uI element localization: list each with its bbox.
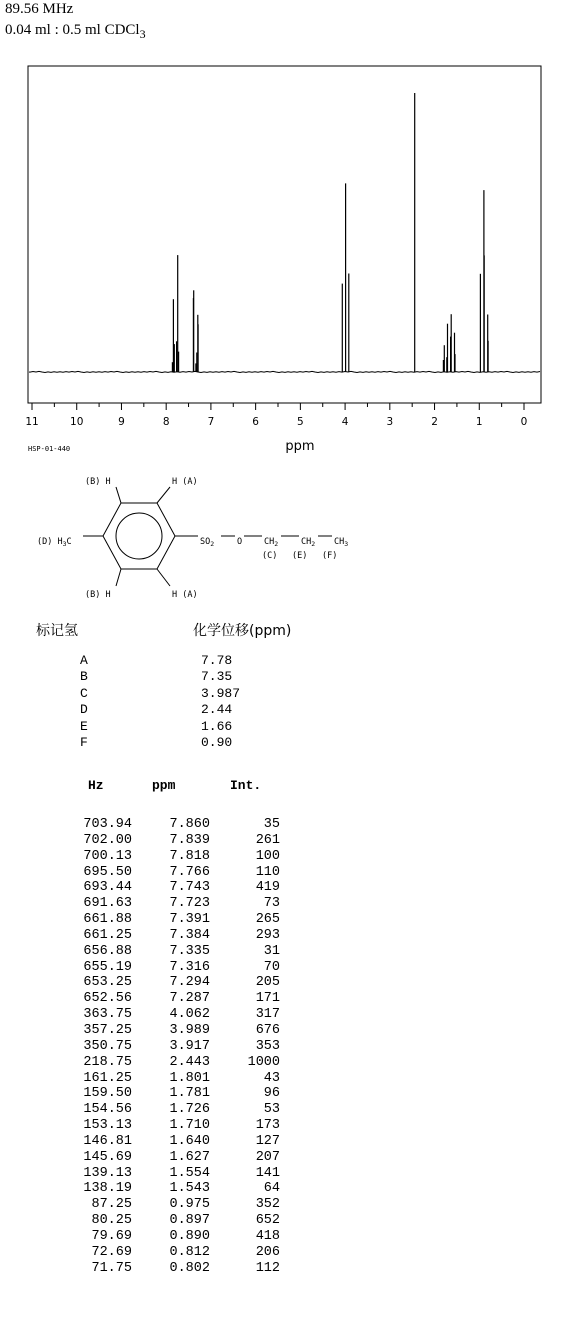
peak-row (72, 1197, 280, 1213)
peak-ppm: 7.743 (169, 880, 210, 896)
peak-row (72, 1102, 280, 1118)
peak-hz: 154.56 (83, 1102, 132, 1118)
peak-int: 265 (255, 912, 280, 928)
x-tick-label: 3 (386, 416, 394, 428)
peak-ppm: 7.391 (169, 912, 210, 928)
peak-ppm: 3.989 (169, 1022, 210, 1038)
peak-hz: 79.69 (91, 1228, 132, 1244)
x-tick-label: 11 (25, 416, 39, 428)
shift-row (80, 669, 240, 685)
peak-hz: 71.75 (91, 1260, 132, 1276)
peak-row (72, 1118, 280, 1134)
peak-row (72, 944, 280, 960)
label-e-tag: (E) (292, 551, 308, 561)
peak-row (72, 880, 280, 896)
peak-row (72, 896, 280, 912)
peak-int: 110 (255, 864, 280, 880)
molecule-structure (0, 470, 570, 610)
peak-ppm: 1.801 (169, 1070, 210, 1086)
peak-hz: 691.63 (83, 896, 132, 912)
x-tick-label: 10 (70, 416, 84, 428)
header-ppm: ppm (152, 778, 176, 793)
peak-hz: 138.19 (83, 1181, 132, 1197)
peak-hz: 350.75 (83, 1038, 132, 1054)
peak-hz: 655.19 (83, 959, 132, 975)
peak-int: 100 (255, 848, 280, 864)
sample-text: 0.04 ml : 0.5 ml CDCl (5, 22, 140, 38)
peak-ppm: 7.766 (169, 864, 210, 880)
shift-row (80, 719, 240, 735)
peak-int: 35 (263, 817, 280, 832)
shift-label: E (80, 718, 88, 734)
peak-ppm: 1.710 (169, 1118, 210, 1134)
peak-row (72, 1213, 280, 1229)
peak-int: 96 (263, 1086, 280, 1102)
shift-row (80, 735, 240, 751)
shift-label: A (80, 653, 88, 668)
spectrum-peaks (172, 93, 488, 372)
peak-int: 207 (255, 1149, 280, 1165)
sample-subscript: 3 (139, 27, 146, 41)
peak-hz: 87.25 (91, 1197, 132, 1213)
peak-row (72, 1071, 280, 1087)
peak-ppm: 2.443 (169, 1054, 210, 1070)
peak-ppm: 7.818 (169, 848, 210, 864)
peak-ppm: 3.917 (169, 1038, 210, 1054)
shift-row (80, 653, 240, 669)
plot-frame (28, 66, 541, 403)
peak-hz: 656.88 (83, 943, 132, 959)
peak-row (72, 1023, 280, 1039)
peak-hz: 702.00 (83, 832, 132, 848)
label-ch3-f: $CH_3$ (334, 537, 349, 548)
x-tick-label: 7 (207, 416, 215, 428)
peak-row (72, 865, 280, 881)
peak-row (72, 912, 280, 928)
label-ha-bottom: H (A) (172, 590, 198, 600)
label-ch2-c: $CH_2$ (264, 537, 279, 548)
peak-hz: 661.88 (83, 912, 132, 928)
peak-ppm: 0.975 (169, 1197, 210, 1213)
peak-hz: 159.50 (83, 1086, 132, 1102)
peak-hz: 661.25 (83, 927, 132, 943)
peak-int: 205 (255, 975, 280, 991)
shift-label: F (80, 735, 88, 751)
peak-int: 676 (255, 1022, 280, 1038)
peak-row (72, 1229, 280, 1245)
peak-int: 173 (255, 1118, 280, 1134)
peak-ppm: 7.723 (169, 896, 210, 912)
peak-row (72, 928, 280, 944)
header-int: Int. (230, 778, 262, 793)
peak-row (72, 1245, 280, 1261)
spectrum-baseline (29, 371, 540, 372)
peak-hz: 153.13 (83, 1118, 132, 1134)
shift-value: 7.35 (201, 669, 233, 685)
peak-hz: 80.25 (91, 1213, 132, 1229)
peak-int: 352 (255, 1197, 280, 1213)
peak-int: 43 (263, 1070, 280, 1086)
peak-row (72, 991, 280, 1007)
peak-int: 1000 (247, 1054, 280, 1070)
x-tick-label: 0 (520, 416, 528, 428)
peak-ppm: 7.384 (169, 927, 210, 943)
peak-hz: 363.75 (83, 1007, 132, 1023)
peak-int: 141 (255, 1165, 280, 1181)
peak-hz: 357.25 (83, 1022, 132, 1038)
peak-int: 206 (255, 1244, 280, 1260)
x-tick-label: 5 (297, 416, 304, 428)
shift-header-hydrogen: 标记氢 (36, 623, 78, 639)
peak-hz: 693.44 (83, 880, 132, 896)
peak-int: 53 (263, 1102, 280, 1118)
shift-value: 7.78 (201, 653, 233, 668)
label-d-methyl: (D) $H_3C$ (37, 537, 72, 548)
peak-int: 317 (255, 1007, 280, 1023)
peak-hz: 218.75 (83, 1054, 132, 1070)
peak-int: 64 (263, 1181, 280, 1197)
header-hz: Hz (88, 778, 104, 793)
x-tick-label: 4 (341, 416, 349, 428)
shift-label: D (80, 702, 88, 718)
shift-label: C (80, 685, 88, 701)
peak-hz: 145.69 (83, 1149, 132, 1165)
peak-row (72, 833, 280, 849)
peak-ppm: 7.860 (169, 817, 210, 832)
peak-int: 261 (255, 832, 280, 848)
label-ha-top: H (A) (172, 477, 198, 487)
spectrometer-frequency: 89.56 MHz (5, 1, 74, 17)
peak-ppm: 1.543 (169, 1181, 210, 1197)
peak-row (72, 1007, 280, 1023)
peak-int: 293 (255, 927, 280, 943)
peak-hz: 146.81 (83, 1133, 132, 1149)
peak-table (72, 817, 280, 1276)
peak-hz: 652.56 (83, 991, 132, 1007)
peak-int: 652 (255, 1213, 280, 1229)
peak-ppm: 7.294 (169, 975, 210, 991)
shift-row (80, 686, 240, 702)
x-tick-label: 2 (431, 416, 438, 428)
shift-value: 1.66 (201, 718, 233, 734)
shift-value: 0.90 (201, 735, 233, 751)
peak-int: 419 (255, 880, 280, 896)
peak-hz: 700.13 (83, 848, 132, 864)
peak-ppm: 1.554 (169, 1165, 210, 1181)
peak-row (72, 1181, 280, 1197)
peak-int: 31 (263, 943, 280, 959)
peak-ppm: 7.839 (169, 832, 210, 848)
shift-label: B (80, 669, 88, 685)
peak-ppm: 0.890 (169, 1228, 210, 1244)
peak-row (72, 1134, 280, 1150)
label-c-tag: (C) (262, 551, 278, 561)
peak-ppm: 0.897 (169, 1213, 210, 1229)
peak-hz: 72.69 (91, 1244, 132, 1260)
peak-hz: 139.13 (83, 1165, 132, 1181)
peak-ppm: 1.627 (169, 1149, 210, 1165)
peak-int: 73 (263, 896, 280, 912)
peak-hz: 653.25 (83, 975, 132, 991)
peak-int: 70 (263, 959, 280, 975)
shift-value: 2.44 (201, 702, 233, 718)
x-axis-label: ppm (285, 439, 315, 454)
peak-row (72, 1055, 280, 1071)
peak-ppm: 7.316 (169, 959, 210, 975)
label-ch2-e: $CH_2$ (301, 537, 316, 548)
shift-row (80, 702, 240, 718)
shift-value: 3.987 (201, 685, 241, 701)
spectrum-code: HSP-01-440 (28, 445, 71, 453)
peak-int: 127 (255, 1133, 280, 1149)
label-so2: $SO_2$ (200, 537, 215, 548)
peak-ppm: 1.781 (169, 1086, 210, 1102)
peak-row (72, 975, 280, 991)
peak-row (72, 1039, 280, 1055)
peak-int: 171 (255, 991, 280, 1007)
x-tick-label: 1 (475, 416, 483, 428)
peak-int: 418 (255, 1228, 280, 1244)
x-tick-label: 8 (162, 416, 170, 428)
peak-int: 112 (255, 1260, 280, 1276)
label-f-tag: (F) (322, 551, 338, 561)
shift-table (80, 653, 240, 751)
peak-ppm: 7.287 (169, 991, 210, 1007)
x-tick-label: 6 (252, 416, 259, 428)
peak-row (72, 1166, 280, 1182)
peak-ppm: 1.640 (169, 1133, 210, 1149)
peak-ppm: 7.335 (169, 943, 210, 959)
label-hb-bottom: (B) H (85, 590, 111, 600)
peak-hz: 695.50 (83, 864, 132, 880)
peak-ppm: 4.062 (169, 1007, 210, 1023)
peak-hz: 703.94 (83, 817, 132, 832)
peak-hz: 161.25 (83, 1070, 132, 1086)
peak-row (72, 849, 280, 865)
peak-int: 353 (255, 1038, 280, 1054)
label-hb-top: (B) H (85, 477, 111, 487)
label-oxygen: O (237, 537, 243, 547)
shift-header-ppm: 化学位移(ppm) (193, 623, 292, 639)
peak-ppm: 0.812 (169, 1244, 210, 1260)
x-axis-ticks (25, 403, 527, 428)
nmr-spectrum-chart (0, 0, 570, 470)
peak-row (72, 1261, 280, 1277)
peak-row (72, 960, 280, 976)
peak-ppm: 1.726 (169, 1102, 210, 1118)
peak-row (72, 817, 280, 833)
x-tick-label: 9 (118, 416, 125, 428)
peak-ppm: 0.802 (169, 1260, 210, 1276)
peak-row (72, 1150, 280, 1166)
peak-row (72, 1086, 280, 1102)
